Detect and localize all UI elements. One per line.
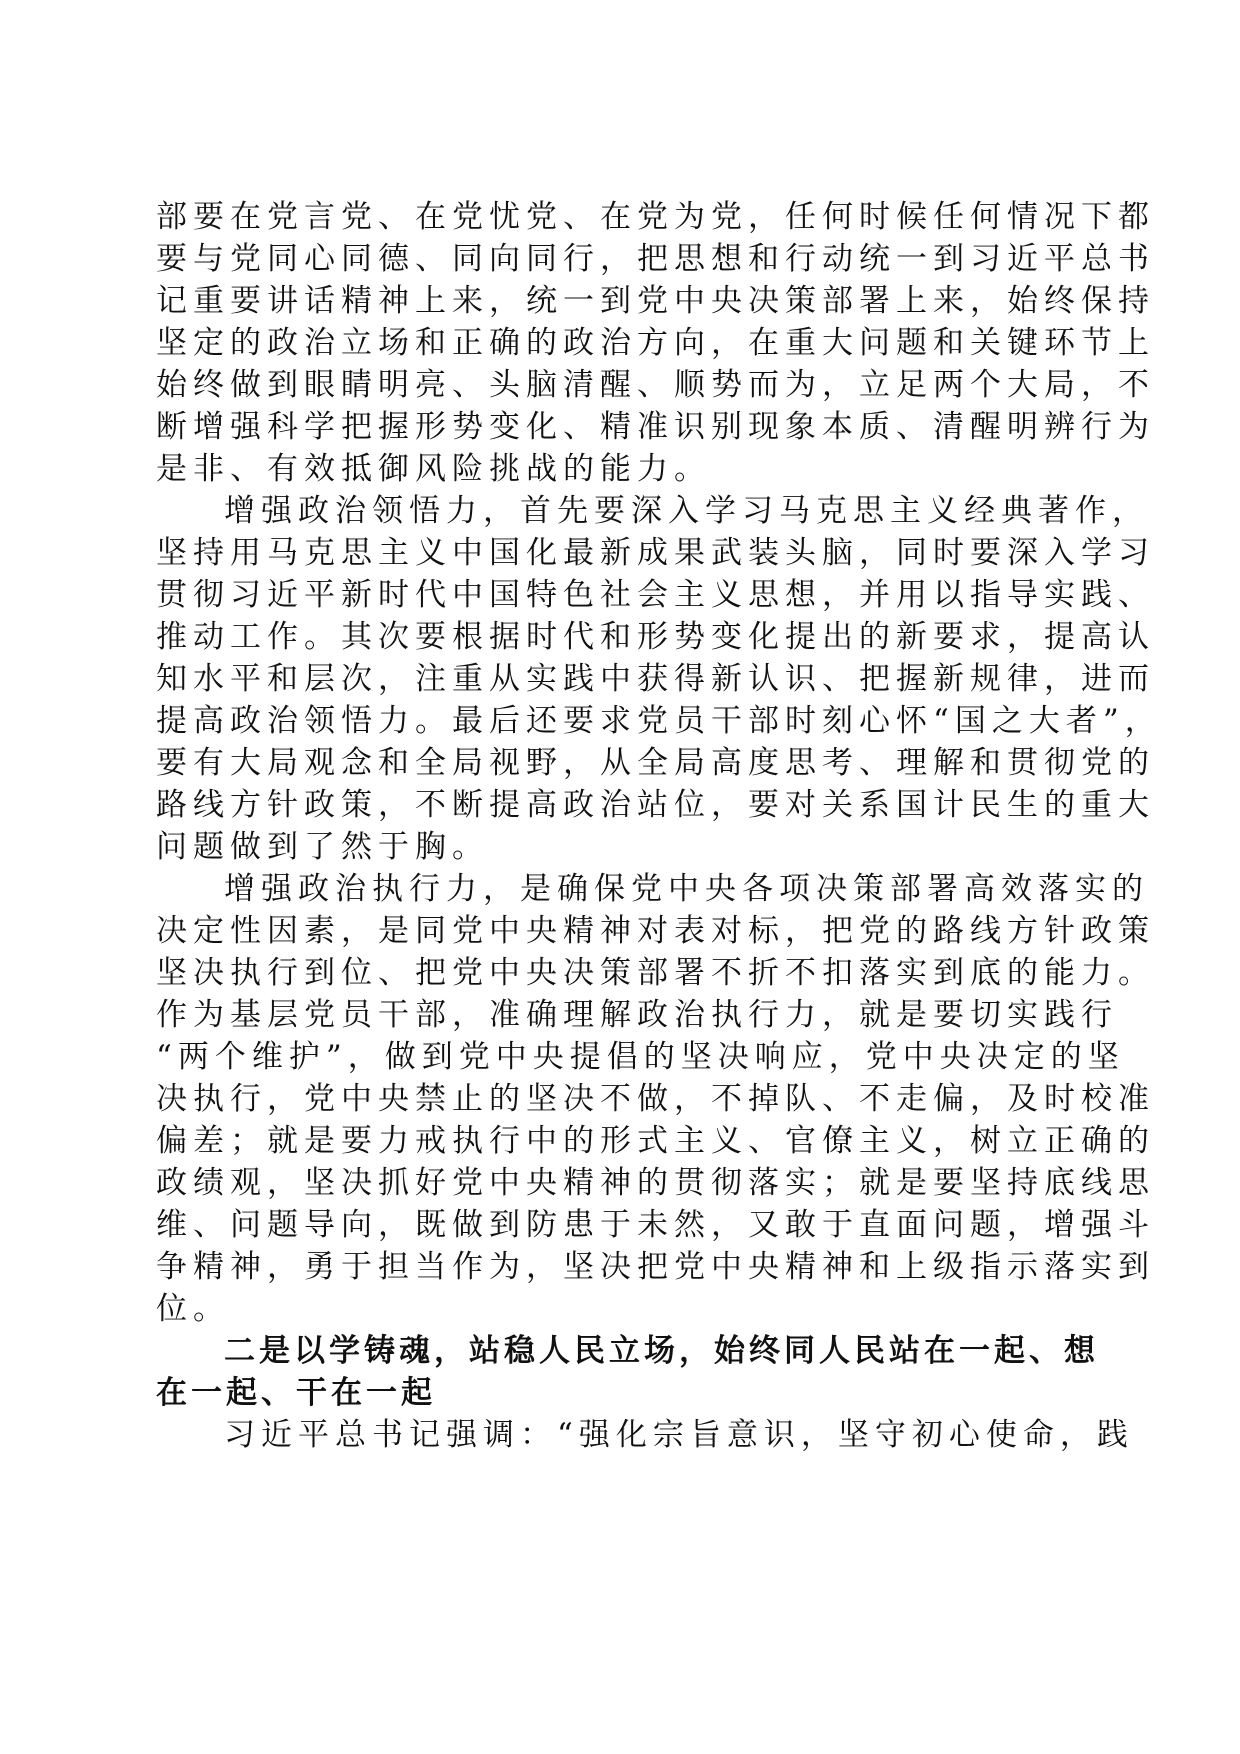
paragraph-line: 政绩观，坚决抓好党中央精神的贯彻落实；就是要坚持底线思: [156, 1165, 1155, 1201]
paragraph-line: 要与党同心同德、同向同行，把思想和行动统一到习近平总书: [156, 241, 1155, 277]
paragraph-line: 偏差；就是要力戒执行中的形式主义、官僚主义，树立正确的: [156, 1123, 1155, 1159]
paragraph-line: 记重要讲话精神上来，统一到党中央决策部署上来，始终保持: [156, 283, 1155, 319]
paragraph-line: 决执行，党中央禁止的坚决不做，不掉队、不走偏，及时校准: [156, 1081, 1155, 1117]
paragraph-line: 位。: [156, 1291, 230, 1327]
paragraph-line: 推动工作。其次要根据时代和形势变化提出的新要求，提高认: [156, 619, 1155, 655]
paragraph-line: 知水平和层次，注重从实践中获得新认识、把握新规律，进而: [156, 661, 1155, 697]
paragraph-line: 断增强科学把握形势变化、精准识别现象本质、清醒明辨行为: [156, 409, 1155, 445]
paragraph-line: 坚定的政治立场和正确的政治方向，在重大问题和关键环节上: [156, 325, 1155, 361]
section-heading-line: 二是以学铸魂，站稳人民立场，始终同人民站在一起、想: [224, 1333, 1099, 1369]
paragraph-line: 增强政治执行力，是确保党中央各项决策部署高效落实的: [224, 871, 1149, 907]
paragraph-line: 部要在党言党、在党忧党、在党为党，任何时候任何情况下都: [156, 199, 1155, 235]
paragraph-line: 坚决执行到位、把党中央决策部署不折不扣落实到底的能力。: [156, 955, 1155, 991]
document-body: [156, 196, 1162, 1456]
paragraph-line: 增强政治领悟力，首先要深入学习马克思主义经典著作，: [224, 493, 1149, 529]
paragraph-line: 始终做到眼睛明亮、头脑清醒、顺势而为，立足两个大局，不: [156, 367, 1155, 403]
paragraph-line: 提高政治领悟力。最后还要求党员干部时刻心怀“国之大者”，: [156, 703, 1162, 739]
paragraph-line: 路线方针政策，不断提高政治站位，要对关系国计民生的重大: [156, 787, 1155, 823]
paragraph-line: 决定性因素，是同党中央精神对表对标，把党的路线方针政策: [156, 913, 1155, 949]
paragraph-line: 争精神，勇于担当作为，坚决把党中央精神和上级指示落实到: [156, 1249, 1155, 1285]
paragraph-line: 是非、有效抵御风险挑战的能力。: [156, 451, 711, 487]
section-heading-line: 在一起、干在一起: [156, 1375, 436, 1411]
paragraph-line: 维、问题导向，既做到防患于未然，又敢于直面问题，增强斗: [156, 1207, 1155, 1243]
paragraph-line: 作为基层党员干部，准确理解政治执行力，就是要切实践行: [156, 997, 1118, 1033]
paragraph-line: 问题做到了然于胸。: [156, 829, 489, 865]
paragraph-line: 坚持用马克思主义中国化最新成果武装头脑，同时要深入学习: [156, 535, 1155, 571]
paragraph-line: 要有大局观念和全局视野，从全局高度思考、理解和贯彻党的: [156, 745, 1155, 781]
paragraph-line: “两个维护”，做到党中央提倡的坚决响应，党中央决定的坚: [156, 1039, 1125, 1075]
paragraph-line: 习近平总书记强调：“强化宗旨意识，坚守初心使命，践: [224, 1417, 1134, 1453]
paragraph-line: 贯彻习近平新时代中国特色社会主义思想，并用以指导实践、: [156, 577, 1155, 613]
